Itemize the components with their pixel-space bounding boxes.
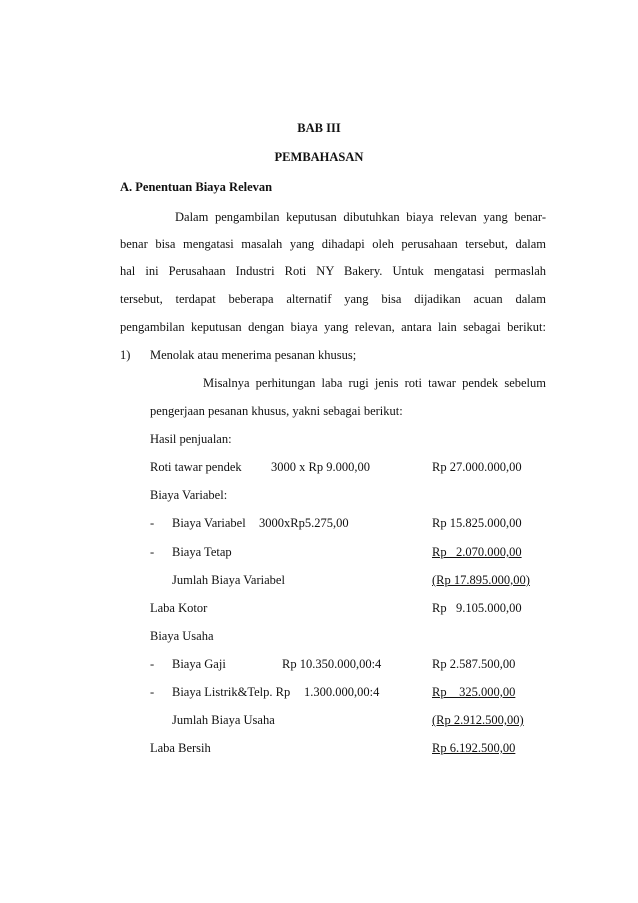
statement-sales-label: Roti tawar pendek bbox=[150, 460, 242, 474]
statement-dash: - bbox=[150, 685, 155, 699]
statement-dash: - bbox=[150, 657, 155, 671]
section-label: A. bbox=[120, 180, 133, 194]
paragraph-line: tersebut, terdapat beberapa alternatif yang bisa dijadikan acuan dalam bbox=[120, 292, 546, 306]
statement-var1-amount: Rp 15.825.000,00 bbox=[432, 516, 522, 530]
list-item-title: Menolak atau menerima pesanan khusus; bbox=[150, 348, 357, 362]
statement-dash: - bbox=[150, 516, 155, 530]
paragraph-line: hal ini Perusahaan Industri Roti NY Bakery. Untuk mengatasi permaslah bbox=[120, 264, 546, 278]
statement-var2-amount: Rp 2.070.000,00 bbox=[432, 545, 522, 559]
statement-net-amount: Rp 6.192.500,00 bbox=[432, 741, 516, 755]
statement-var2-label: Biaya Tetap bbox=[172, 545, 232, 559]
statement-op1-label: Biaya Gaji bbox=[172, 657, 226, 671]
statement-gross-label: Laba Kotor bbox=[150, 601, 208, 615]
statement-dash: - bbox=[150, 545, 155, 559]
statement-gross-amount: Rp 9.105.000,00 bbox=[432, 601, 522, 615]
statement-var-total-amount: (Rp 17.895.000,00) bbox=[432, 573, 530, 587]
statement-sales-calc: 3000 x Rp 9.000,00 bbox=[271, 460, 370, 474]
statement-opex-header: Biaya Usaha bbox=[150, 629, 214, 643]
statement-net-label: Laba Bersih bbox=[150, 741, 211, 755]
paragraph-line: Dalam pengambilan keputusan dibutuhkan biaya relevan yang benar- bbox=[175, 210, 546, 224]
list-item-text: pengerjaan pesanan khusus, yakni sebagai berikut: bbox=[150, 404, 403, 418]
paragraph-line: benar bisa mengatasi masalah yang dihadapi oleh perusahaan tersebut, dalam bbox=[120, 237, 546, 251]
statement-op2-amount: Rp 325.000,00 bbox=[432, 685, 516, 699]
statement-op2-calc: 1.300.000,00:4 bbox=[304, 685, 380, 699]
statement-var-total-label: Jumlah Biaya Variabel bbox=[172, 573, 285, 587]
statement-var-header: Biaya Variabel: bbox=[150, 488, 228, 502]
statement-var1-label: Biaya Variabel bbox=[172, 516, 246, 530]
section-heading bbox=[120, 180, 272, 195]
statement-var1-calc: 3000xRp5.275,00 bbox=[259, 516, 349, 530]
chapter-title: PEMBAHASAN bbox=[274, 150, 364, 164]
statement-sales-header: Hasil penjualan: bbox=[150, 432, 232, 446]
statement-op1-calc: Rp 10.350.000,00:4 bbox=[282, 657, 382, 671]
statement-op-total-label: Jumlah Biaya Usaha bbox=[172, 713, 275, 727]
statement-sales-amount: Rp 27.000.000,00 bbox=[432, 460, 522, 474]
statement-op1-amount: Rp 2.587.500,00 bbox=[432, 657, 516, 671]
paragraph-line: pengambilan keputusan dengan biaya yang relevan, antara lain sebagai berikut: bbox=[120, 320, 546, 334]
list-item-text: Misalnya perhitungan laba rugi jenis roti tawar pendek sebelum bbox=[203, 376, 546, 390]
list-item-number: 1) bbox=[120, 348, 131, 362]
statement-op2-label: Biaya Listrik&Telp. Rp bbox=[172, 685, 291, 699]
section-title: Penentuan Biaya Relevan bbox=[135, 180, 273, 194]
chapter-heading: BAB III bbox=[297, 121, 341, 135]
statement-op-total-amount: (Rp 2.912.500,00) bbox=[432, 713, 524, 727]
